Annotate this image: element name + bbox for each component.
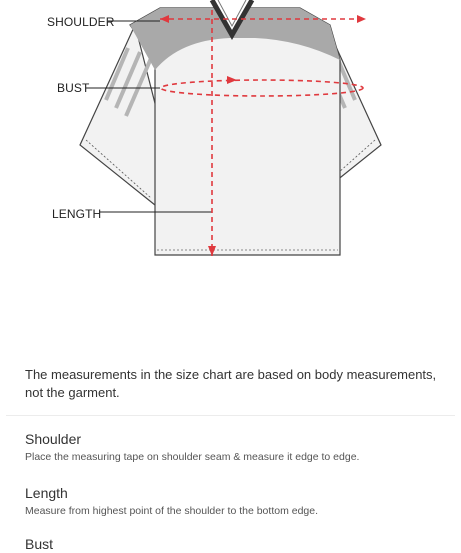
spec-title: Bust [25,536,54,552]
length-label: LENGTH [52,207,102,221]
spec-description: Measure from highest point of the shoulder to the bottom edge. [25,505,319,517]
spec-length [25,484,445,518]
measurement-note: The measurements in the size chart are based on body measurements, not the garment. [25,367,437,400]
spec-bust [25,535,445,553]
bust-label: BUST [57,81,90,95]
spec-description: Place the measuring tape on shoulder seam & measure it edge to edge. [25,451,360,463]
spec-title: Shoulder [25,431,82,447]
spec-shoulder [25,430,445,464]
divider [6,415,455,416]
spec-title: Length [25,485,68,501]
tshirt-body [130,8,340,255]
shoulder-label: SHOULDER [47,15,115,29]
